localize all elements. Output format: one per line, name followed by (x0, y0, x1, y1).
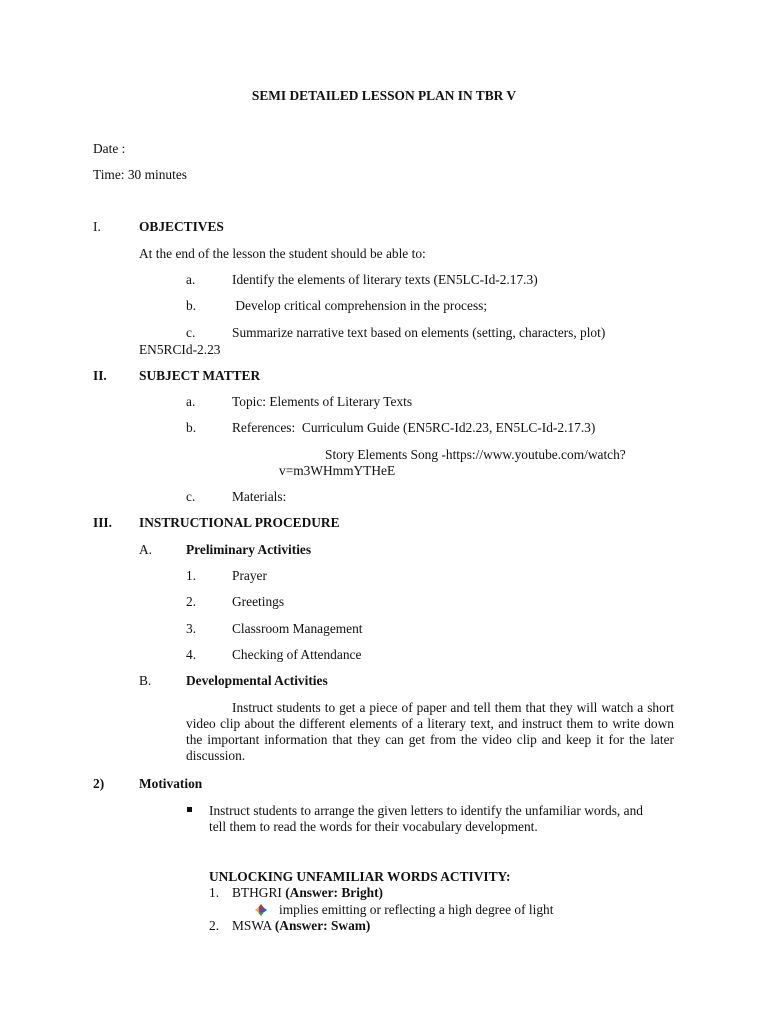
list-item: Materials: (232, 489, 287, 504)
section-number: II. (93, 368, 107, 383)
section-number: I. (93, 219, 101, 234)
objectives-intro: At the end of the lesson the student should be able to: (139, 246, 426, 261)
list-number: 2. (209, 918, 220, 933)
subsection-letter: B. (139, 673, 152, 688)
list-letter: b. (186, 298, 197, 313)
square-bullet-icon (187, 807, 192, 812)
reference-link: Story Elements Song -https://www.youtube.com/watch? (325, 447, 626, 462)
scrambled-word: MSWA (232, 918, 272, 933)
section-number: III. (93, 515, 112, 530)
list-letter: c. (186, 489, 196, 504)
list-item: Summarize narrative text based on elements (setting, characters, plot) (232, 325, 606, 340)
list-number: 1. (186, 568, 197, 583)
section-number: 2) (93, 776, 105, 791)
list-number: 1. (209, 885, 220, 900)
list-item: References: Curriculum Guide (EN5RC-Id2.23, EN5LC-Id-2.17.3) (232, 420, 596, 435)
list-item: Greetings (232, 594, 285, 609)
section-heading: INSTRUCTIONAL PROCEDURE (139, 515, 340, 530)
list-item: Checking of Attendance (232, 647, 362, 662)
subsection-heading: Preliminary Activities (186, 542, 312, 557)
list-item: Prayer (232, 568, 267, 583)
section-heading: Motivation (139, 776, 203, 791)
activity-heading: UNLOCKING UNFAMILIAR WORDS ACTIVITY: (209, 869, 511, 884)
bullet-text: Instruct students to arrange the given letters to identify the unfamiliar words, and (209, 803, 643, 818)
list-letter: c. (186, 325, 196, 340)
list-item-continuation: EN5RCId-2.23 (139, 342, 221, 357)
list-item: Identify the elements of literary texts (EN5LC-Id-2.17.3) (232, 272, 538, 287)
list-letter: a. (186, 394, 196, 409)
reference-link-continuation: v=m3WHmmYTHeE (279, 463, 396, 478)
definition-text: implies emitting or reflecting a high degree of light (279, 902, 554, 917)
word-answer: (Answer: Bright) (285, 885, 384, 900)
subsection-heading: Developmental Activities (186, 673, 328, 688)
word-answer: (Answer: Swam) (274, 918, 371, 933)
bullet-text-continuation: tell them to read the words for their vocabulary development. (209, 819, 538, 834)
section-heading: SUBJECT MATTER (139, 368, 261, 383)
page-title: SEMI DETAILED LESSON PLAN IN TBR V (251, 88, 517, 103)
developmental-paragraph: Instruct students to get a piece of paper and tell them that they will watch a short video clip about the different elements of a literary text, and instruct them to write down the important information that they can get from the video clip and keep it for the later discussion. (186, 700, 674, 763)
list-item: Topic: Elements of Literary Texts (232, 394, 413, 409)
four-arrow-bullet-icon (255, 904, 267, 916)
section-heading: OBJECTIVES (139, 219, 224, 234)
list-letter: b. (186, 420, 197, 435)
list-letter: a. (186, 272, 196, 287)
time-label: Time: 30 minutes (93, 167, 187, 182)
list-number: 2. (186, 594, 197, 609)
list-item: Classroom Management (232, 621, 363, 636)
word-item (232, 885, 383, 901)
scrambled-word: BTHGRI (232, 885, 282, 900)
list-number: 4. (186, 647, 197, 662)
subsection-letter: A. (139, 542, 153, 557)
word-item (232, 918, 370, 934)
list-item: Develop critical comprehension in the process; (232, 298, 488, 313)
date-label: Date : (93, 141, 126, 156)
list-number: 3. (186, 621, 197, 636)
